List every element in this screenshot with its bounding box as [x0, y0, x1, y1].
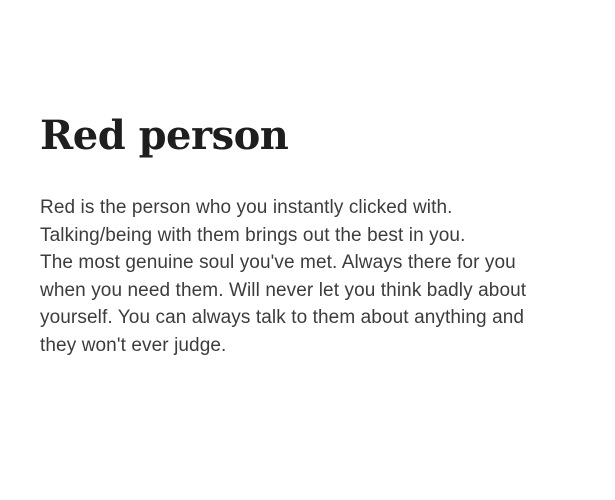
- paragraph-line: they won't ever judge.: [40, 334, 227, 356]
- paragraph-line: Red is the person who you instantly clicked with.: [40, 197, 453, 218]
- paragraph-line: when you need them. Will never let you think badly about: [40, 279, 527, 301]
- paragraph-line: Talking/being with them brings out the best in you.: [40, 224, 466, 246]
- paragraph-line: The most genuine soul you've met. Always there for you: [40, 252, 516, 273]
- definition-paragraph: [40, 194, 575, 359]
- paragraph-line: yourself. You can always talk to them about anything and: [40, 307, 525, 328]
- page-title: Red person: [40, 112, 289, 159]
